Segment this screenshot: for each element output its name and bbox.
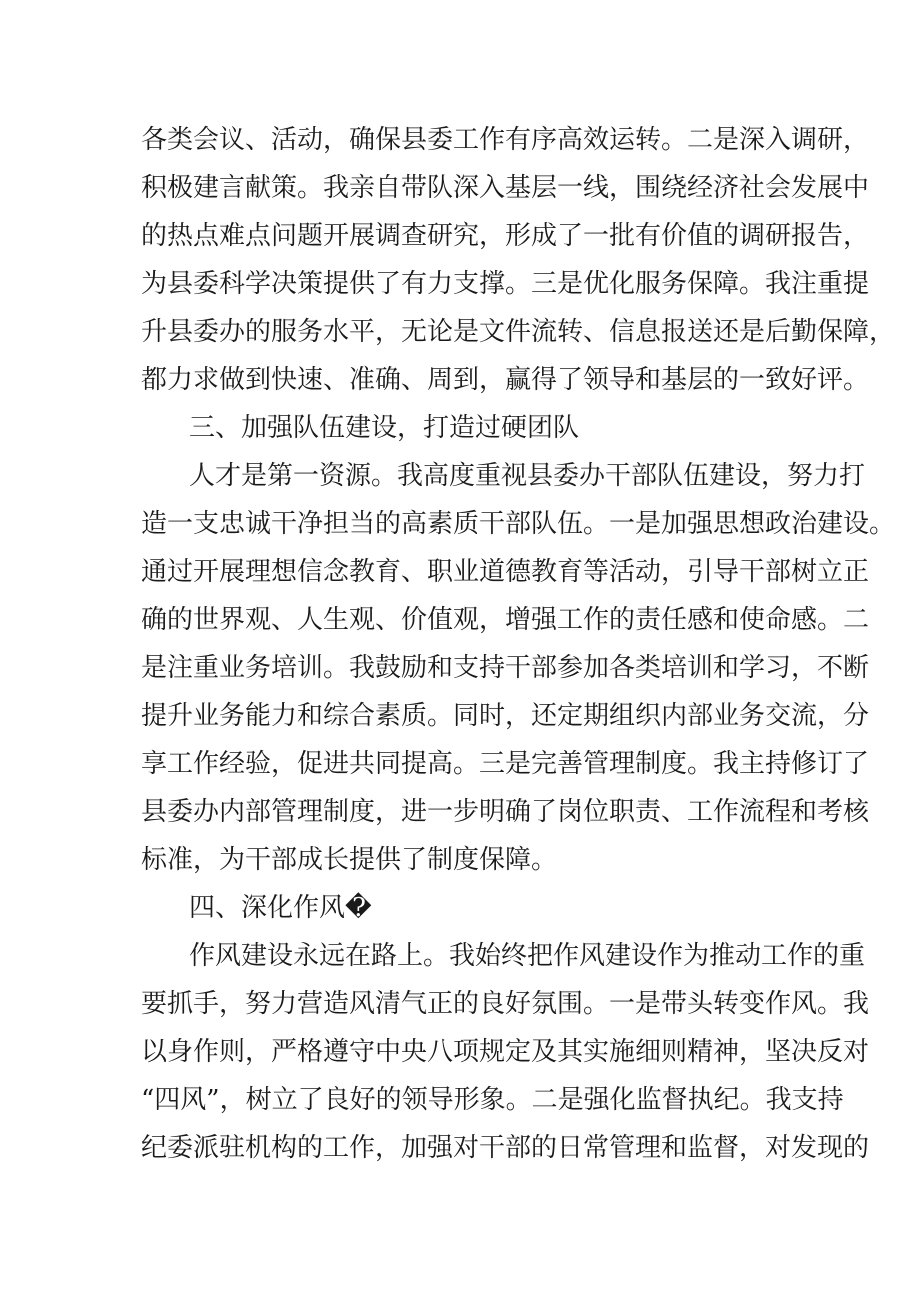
text-line: 提升业务能力和综合素质。同时，还定期组织内部业务交流，分	[141, 701, 870, 731]
text-line: 是注重业务培训。我鼓励和支持干部参加各类培训和学习，不断	[141, 653, 870, 683]
text-line: 以身作则，严格遵守中央八项规定及其实施细则精神，坚决反对	[141, 1037, 870, 1067]
text-line: 人才是第一资源。我高度重视县委办干部队伍建设，努力打	[189, 461, 866, 491]
text-line: 造一支忠诚干净担当的高素质干部队伍。一是加强思想政治建设。	[141, 509, 896, 539]
text-line: 纪委派驻机构的工作，加强对干部的日常管理和监督，对发现的	[141, 1133, 870, 1163]
section-heading: 三、加强队伍建设，打造过硬团队	[189, 413, 580, 443]
text-line: 都力求做到快速、准确、周到，赢得了领导和基层的一致好评。	[141, 365, 870, 395]
section-heading: 四、深化作风�	[189, 893, 372, 923]
text-line: 升县委办的服务水平，无论是文件流转、信息报送还是后勤保障，	[141, 317, 896, 347]
text-line: 各类会议、活动，确保县委工作有序高效运转。二是深入调研，	[141, 125, 870, 155]
text-line: 县委办内部管理制度，进一步明确了岗位职责、工作流程和考核	[141, 797, 870, 827]
text-line: 享工作经验，促进共同提高。三是完善管理制度。我主持修订了	[141, 749, 870, 779]
text-line: 作风建设永远在路上。我始终把作风建设作为推动工作的重	[189, 941, 866, 971]
text-line: 的热点难点问题开展调查研究，形成了一批有价值的调研报告，	[141, 221, 870, 251]
text-line: 确的世界观、人生观、价值观，增强工作的责任感和使命感。二	[141, 605, 870, 635]
text-line: 积极建言献策。我亲自带队深入基层一线，围绕经济社会发展中	[141, 173, 870, 203]
text-line: 通过开展理想信念教育、职业道德教育等活动，引导干部树立正	[141, 557, 870, 587]
document-body	[141, 116, 896, 1172]
text-line: 要抓手，努力营造风清气正的良好氛围。一是带头转变作风。我	[141, 989, 870, 1019]
text-line: 为县委科学决策提供了有力支撑。三是优化服务保障。我注重提	[141, 269, 870, 299]
text-line: “四风”，树立了良好的领导形象。二是强化监督执纪。我支持	[141, 1085, 844, 1115]
text-line: 标准，为干部成长提供了制度保障。	[141, 845, 558, 875]
